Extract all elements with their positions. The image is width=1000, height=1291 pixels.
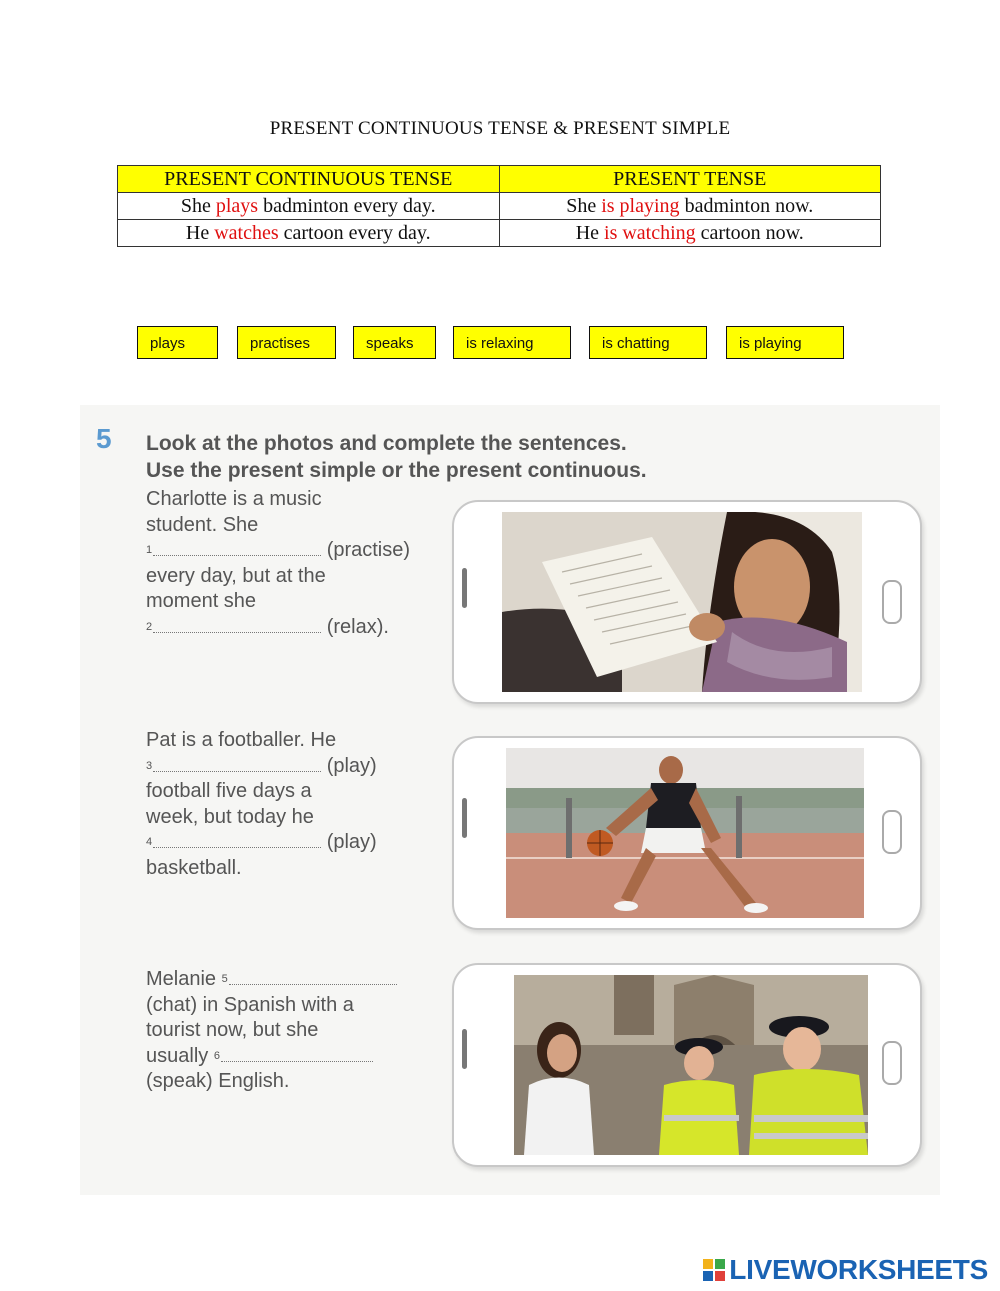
word-chip-is-relaxing[interactable]: is relaxing [453,326,571,359]
table-cell: He watches cartoon every day. [118,220,500,247]
phone-speaker [462,1029,467,1069]
verb-highlight: plays [215,194,259,217]
exercise-paragraph-melanie: Melanie $^5$ (chat) in Spanish with a tourist now, but she usually $^6$ (speak) English. [146,967,397,1095]
exercise-number: 5 [96,423,112,454]
phone-speaker [462,798,467,838]
table-cell: She plays badminton every day. [118,193,500,220]
exercise-instructions: Look at the photos and complete the sentences. Use the present simple or the present continuous. [146,432,647,482]
word-chip-plays[interactable]: plays [137,326,218,359]
word-chip-practises[interactable]: practises [237,326,336,359]
word-chip-is-playing[interactable]: is playing [726,326,844,359]
phone-home-button [882,1041,902,1085]
header-present-tense: PRESENT TENSE [499,166,881,193]
table-row [118,220,881,247]
phone-frame-melanie [452,963,922,1167]
photo-boy-basketball [506,748,864,918]
answer-blank-4[interactable] [153,833,321,848]
phone-speaker [462,568,467,608]
logo-squares-icon [703,1259,725,1281]
verb-highlight: is watching [604,221,696,244]
phone-home-button [882,580,902,624]
table-cell: He is watching cartoon now. [499,220,881,247]
logo-text: LIVEWORKSHEETS [729,1254,988,1285]
answer-blank-2[interactable] [153,618,321,633]
exercise-paragraph-charlotte: Charlotte is a music student. She $^1$ (practise) every day, but at the moment she $^2$ (relax). [146,488,411,638]
answer-blank-1[interactable] [153,541,321,556]
table-row [118,193,881,220]
liveworksheets-logo [703,1254,988,1286]
table-header-row [118,166,881,193]
photo-girl-reading [502,512,862,692]
answer-blank-3[interactable] [153,757,321,772]
answer-blank-6[interactable] [221,1047,373,1062]
verb-highlight: watches [214,221,279,244]
answer-blank-5[interactable] [229,970,397,985]
page-title: PRESENT CONTINUOUS TENSE & PRESENT SIMPLE [269,118,731,139]
tense-comparison-table [117,165,881,247]
table-cell: She is playing badminton now. [499,193,881,220]
photo-tourist-police [514,975,868,1155]
word-chip-speaks[interactable]: speaks [353,326,436,359]
header-present-continuous: PRESENT CONTINUOUS TENSE [118,166,500,193]
verb-highlight: is playing [601,194,680,217]
phone-frame-charlotte [452,500,922,704]
exercise-paragraph-pat: Pat is a footballer. He $^3$ (play) football five days a week, but today he $^4$ (play) basketball. [146,729,377,879]
phone-frame-pat [452,736,922,930]
phone-home-button [882,810,902,854]
word-chip-is-chatting[interactable]: is chatting [589,326,707,359]
